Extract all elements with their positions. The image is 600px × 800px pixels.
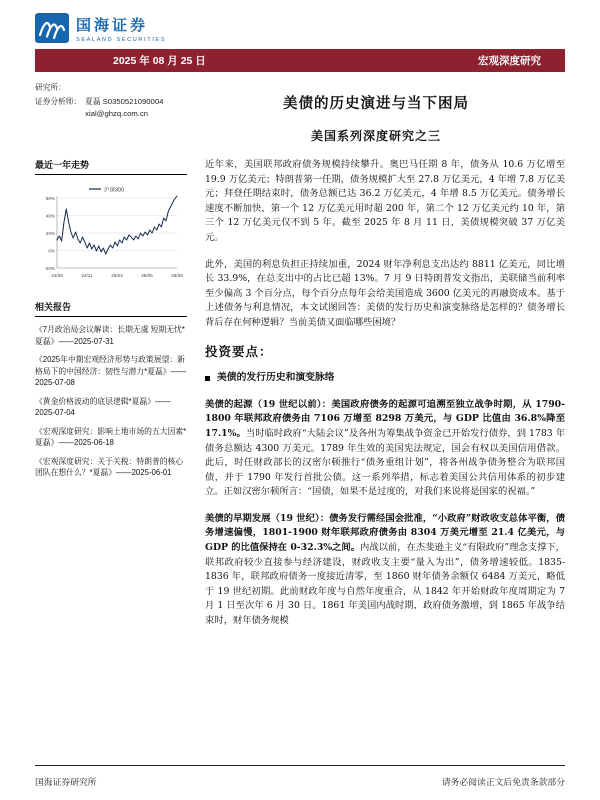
- page-footer: [35, 765, 565, 788]
- intro-paragraph-1: 近年来，美国联邦政府债务规模持续攀升。奥巴马任期 8 年，债务从 10.6 万亿增至 19.9 万亿美元；特朗普第一任期，债务规模扩大至 27.8 万亿美元，4 年增 7.8 万亿美元；拜登任期结束时，债务总额已达 36.2 万亿美元，4 年增 8.5 万亿美元。债务增长速度不断加快，第一个 12 万亿美元用时超 200 年，第二个 12 万亿美元约 10 年，第三个 12 万亿美元仅不到 5 年。截至 2025 年 8 月 11 日，美债规模突破 37 万亿美元。: [205, 159, 565, 243]
- x-tick: 24/11: [81, 273, 93, 278]
- bullet-square-icon: [205, 376, 210, 381]
- chart-legend-label: 沪深300: [104, 187, 125, 194]
- related-report-link[interactable]: 《2025年中期宏观经济形势与政策展望：新格局下的中国经济：韧性与潜力*夏磊》——2025-07-08: [35, 355, 187, 387]
- x-tick: 24/08: [51, 273, 63, 278]
- analyst-block: [35, 82, 187, 144]
- related-report-link[interactable]: 《黄金价格波动的底层逻辑*夏磊》——2025-07-04: [35, 396, 171, 417]
- y-tick: -20%: [44, 265, 55, 271]
- analyst-label: 证券分析师：: [35, 97, 82, 106]
- analyst-cert: S0350521090004: [102, 97, 164, 106]
- report-banner: [35, 49, 565, 72]
- intro-paragraph-2: 此外，美国的利息负担正持续加重，2024 财年净利息支出达约 8811 亿美元，同比增长 33.9%，在总支出中的占比已超 13%。7 月 9 日特朗普发文指出，美联储当前利率至少偏高 3 个百分点，每个百分点每年会给美国造成 3600 亿美元的再融资成本。基于上述债务与利息情况，本文试图回答：美债的发行历史和演变脉络是怎样的？债务增长背后存在何种逻辑？当前美债又面临哪些困境？: [205, 258, 565, 328]
- main-content: [205, 158, 565, 641]
- brand-logo: [35, 13, 166, 43]
- early-development-lead: 美债的早期发展（19 世纪）：债务发行需经国会批准，“小政府”财政收支总体平衡，债务增速偏慢，1801-1900 财年联邦政府债务由 8304 万美元增至 21.4 亿美元，与 GDP 的比值保持在 0-32.3%之间。: [205, 512, 565, 554]
- bullet-text: 美债的发行历史和演变脉络: [217, 372, 335, 384]
- origin-paragraph-lead: 美债的起源（19 世纪以前）：美国政府债务的起源可追溯至独立战争时期，从 1790-1800 年联邦政府债务由 7106 万增至 8298 万美元，与 GDP 比值由 36.8%降至 17.1%。: [205, 398, 565, 439]
- price-trend-chart: [35, 182, 185, 284]
- report-date: 2025 年 08 月 25 日: [113, 55, 206, 67]
- origin-paragraph: [205, 398, 565, 500]
- y-tick: 20%: [45, 230, 55, 236]
- y-tick: 40%: [45, 213, 55, 219]
- y-tick: 0%: [48, 248, 55, 254]
- masthead: [35, 0, 565, 46]
- head-row: [35, 82, 565, 144]
- price-line: [57, 196, 177, 254]
- early-development-body: 内战以前，在杰斐逊主义“有限政府”理念支撑下，联邦政府较少直接参与经济建设，财政收支主要“量入为出”，债务增速较低。1835-1836 年，联邦政府债务一度接近清零，至 1860 财年债务余额仅 6484 万美元，略低于 19 世纪初期。此前财政年度与自然年度重合，从 1842 年开始财政年度周期定为 7 月 1 日至次年 6 月 30 日。1861 年美国内战时期，政府债务激增，到 1865 年战争结束时，财年债务规模: [205, 542, 565, 627]
- analyst-email[interactable]: xial@ghzq.com.cn: [85, 109, 149, 118]
- report-title: 美债的历史演进与当下困局: [283, 96, 469, 112]
- report-subtitle: 美国系列深度研究之三: [310, 129, 441, 143]
- x-tick: 25/02: [111, 273, 123, 278]
- sealand-logo-icon: [35, 13, 69, 43]
- brand-name-cn: 国海证券: [76, 16, 149, 34]
- trend-heading: 最近一年走势: [35, 158, 187, 175]
- related-report-link[interactable]: 《宏观深度研究：影响土地市场的五大因素*夏磊》——2025-06-18: [35, 426, 187, 447]
- x-tick: 25/08: [171, 273, 183, 278]
- y-tick: 60%: [45, 195, 55, 201]
- x-tick: 25/05: [141, 273, 153, 278]
- dept-label: 研究所：: [35, 83, 66, 92]
- analyst-name: 夏磊: [85, 97, 101, 106]
- related-heading: 相关报告: [35, 300, 187, 317]
- footer-disclaimer: 请务必阅读正文后免责条款部分: [441, 777, 565, 787]
- related-report-link[interactable]: 《宏观深度研究：关于关税：特朗普的核心团队在想什么？*夏磊》——2025-06-01: [35, 456, 184, 477]
- report-category: 宏观深度研究: [478, 55, 541, 67]
- sidebar: [35, 158, 187, 641]
- related-report-link[interactable]: 《7月政治局会议解读：长期无虞 短期无忧*夏磊》——2025-07-31: [35, 325, 185, 346]
- highlights-heading: 投资要点：: [205, 343, 273, 359]
- body-columns: [35, 158, 565, 641]
- bullet-item: [205, 371, 565, 386]
- title-block: [187, 82, 565, 144]
- origin-paragraph-body: 当时临时政府“大陆会议”及各州为筹集战争资金已开始发行债券，到 1783 年债务总额达 4300 万美元。1789 年生效的美国宪法规定，国会有权以美国信用借款。此后，时任财政部长的汉密尔顿推行“债务重组计划”，将各州战争债务整合为联邦国债，并于 1790 年发行首批公债。这一系列举措，标志着美国公共信用体系的初步建立。正如汉密尔顿所言：“国债，如果不是过度的，对我们来说将是国家的祝福。”: [205, 427, 566, 498]
- brand-text: [76, 14, 166, 43]
- brand-name-en: SEALAND SECURITIES: [76, 36, 167, 43]
- footer-institute: 国海证券研究所: [35, 777, 97, 787]
- early-development-paragraph: [205, 512, 565, 629]
